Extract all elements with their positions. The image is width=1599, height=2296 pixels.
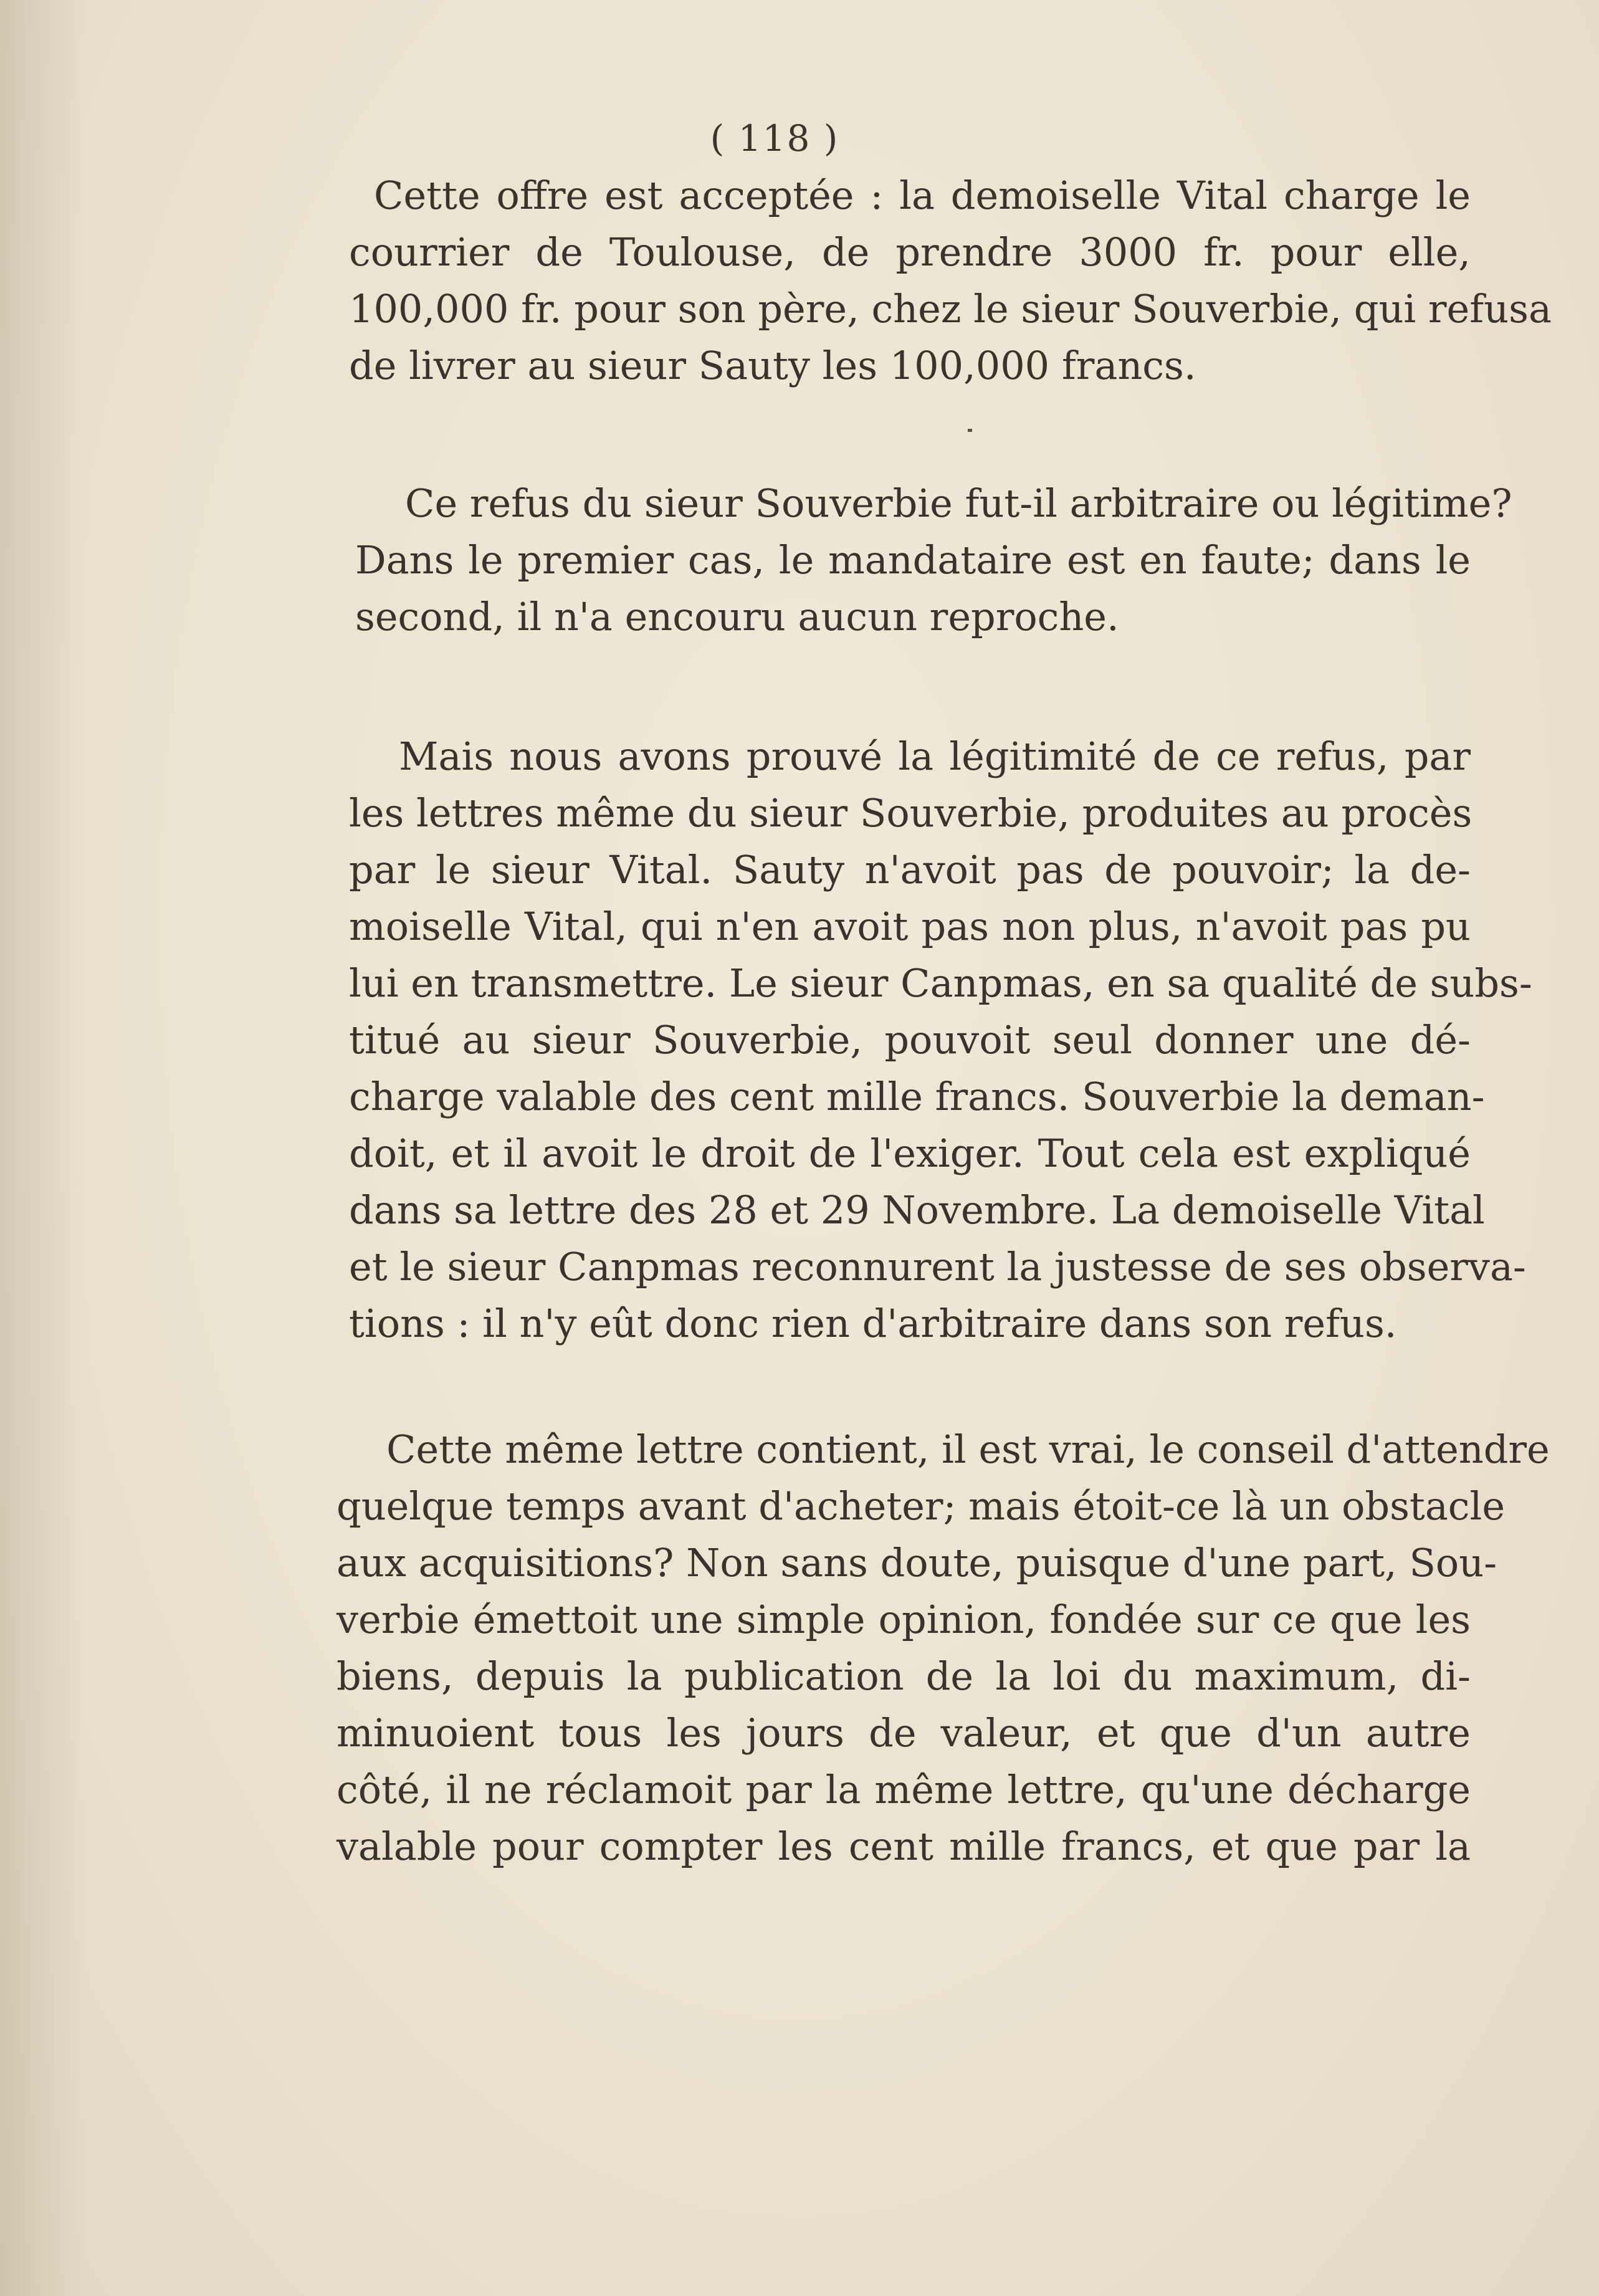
text-line: verbie émettoit une simple opinion, fondée sur ce que les xyxy=(337,1597,1471,1642)
text-line: quelque temps avant d'acheter; mais étoit-ce là un obstacle xyxy=(337,1483,1506,1529)
text-line: les lettres même du sieur Souverbie, produites au procès xyxy=(349,790,1473,836)
page-number-text: ( 118 ) xyxy=(710,117,839,160)
text-line: et le sieur Canpmas reconnurent la justesse de ses observa- xyxy=(349,1244,1526,1289)
text-line: Cette même lettre contient, il est vrai, le conseil d'attendre xyxy=(386,1427,1550,1472)
paragraph-3 xyxy=(349,728,1532,1352)
text-line: aux acquisitions? Non sans doute, puisque d'une part, Sou- xyxy=(337,1540,1497,1586)
text-line: Mais nous avons prouvé la légitimité de ce refus, par xyxy=(399,734,1471,779)
paragraph-1 xyxy=(349,167,1552,394)
text-line: second, il n'a encouru aucun reproche. xyxy=(355,594,1119,639)
text-line: titué au sieur Souverbie, pouvoit seul donner une dé- xyxy=(349,1017,1471,1063)
paragraph-2 xyxy=(355,475,1512,645)
text-line: tions : il n'y eût donc rien d'arbitraire dans son refus. xyxy=(349,1301,1397,1346)
text-line: Cette offre est acceptée : la demoiselle Vital charge le xyxy=(374,173,1471,218)
text-line: doit, et il avoit le droit de l'exiger. Tout cela est expliqué xyxy=(349,1131,1471,1176)
paragraph-4 xyxy=(337,1421,1550,1875)
text-line: côté, il ne réclamoit par la même lettre, qu'une décharge xyxy=(337,1767,1471,1812)
text-line: Ce refus du sieur Souverbie fut-il arbitraire ou légitime? xyxy=(405,481,1512,526)
page-number xyxy=(0,117,1599,160)
gutter-shadow xyxy=(0,0,87,2296)
text-line: minuoient tous les jours de valeur, et que d'un autre xyxy=(337,1710,1471,1756)
text-line: Dans le premier cas, le mandataire est en faute; dans le xyxy=(355,537,1471,583)
text-line: par le sieur Vital. Sauty n'avoit pas de pouvoir; la de- xyxy=(349,847,1471,892)
text-line: lui en transmettre. Le sieur Canpmas, en sa qualité de subs- xyxy=(349,960,1532,1006)
text-line: biens, depuis la publication de la loi du maximum, di- xyxy=(337,1653,1471,1699)
printer-mark xyxy=(968,429,972,432)
text-line: dans sa lettre des 28 et 29 Novembre. La demoiselle Vital xyxy=(349,1187,1485,1233)
text-line: courrier de Toulouse, de prendre 3000 fr. pour elle, xyxy=(349,229,1471,275)
text-line: charge valable des cent mille francs. Souverbie la deman- xyxy=(349,1074,1485,1119)
text-line: moiselle Vital, qui n'en avoit pas non plus, n'avoit pas pu xyxy=(349,904,1471,949)
text-line: valable pour compter les cent mille francs, et que par la xyxy=(337,1824,1471,1869)
text-line: 100,000 fr. pour son père, chez le sieur Souverbie, qui refusa xyxy=(349,286,1552,332)
text-line: de livrer au sieur Sauty les 100,000 francs. xyxy=(349,343,1196,388)
